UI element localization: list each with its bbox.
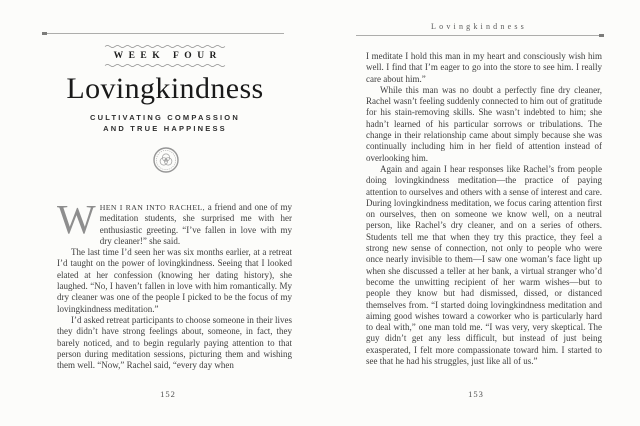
opening-phrase: HEN I RAN INTO RACHEL, (99, 203, 206, 212)
paragraph: While this man was no doubt a perfectly fine dry cleaner, Rachel wasn’t feeling suddenly connected to him out of gratitude for his stain-removing skills. She wasn’t indebted to him; she hadn’t learned of his particular sorrows or tribulations. The change in their relationship came about simply because she was continually including him in her field of attention instead of overlooking him. (366, 84, 602, 163)
page-number: 152 (160, 389, 176, 399)
chapter-subtitle-line2: AND TRUE HAPPINESS (103, 124, 227, 133)
right-page-text-column (366, 51, 602, 367)
paragraph: Again and again I hear responses like Rachel’s from people doing lovingkindness meditation—the practice of paying attention to ourselves and others with a sense of interest and care. During lovingkindness meditation, we focus caring attention first on ourselves, then on someone we know well, on a neutral person, like Rachel’s dry cleaner, and on a series of others. Students tell me that when they try this practice, they feel a strong new sense of connection, not only to people who were once nearly invisible to them—I saw one woman’s face light up when she discussed a teller at her bank, a virtual stranger who’d become the unwitting recipient of her warm wishes—but to people they know but had dismissed, dissed, or distanced themselves from. “I started doing lovingkindness meditation and aiming good wishes toward a coworker who is particularly hard to deal with,” one man told me. “I was very, very skeptical. The guy didn’t get any less difficult, but instead of just being exasperated, I felt more compassionate toward him. I started to see that he had his struggles, just like all of us.” (366, 163, 602, 367)
rule-end-tick (599, 34, 604, 37)
wavy-rule-icon (104, 63, 226, 68)
right-header-rule (356, 35, 602, 36)
paragraph-text: a friend and one of my meditation students, she surprised me with her enthusiastic greeting. “I’ve fallen in love with my dry cleaner!” she said. (99, 202, 292, 246)
chapter-kicker-label: WEEK FOUR (113, 51, 222, 61)
paragraph: The last time I’d seen her was six months earlier, at a retreat I’d taught on the power of lovingkindness. Seeing that I looked elated at her confession (knowing her dating history), she laughed. “No, I haven’t fallen in love with him romantically. My dry cleaner was one of the people I picked to be the focus of my lovingkindness meditation.” (57, 247, 292, 314)
left-page-text-column (57, 196, 292, 371)
running-head: Lovingkindness (431, 22, 527, 31)
mandala-seal-ornament-icon (152, 146, 180, 174)
wavy-rule-icon (104, 44, 226, 49)
chapter-subtitle (45, 112, 285, 134)
left-header-rule (44, 33, 284, 34)
chapter-subtitle-line1: CULTIVATING COMPASSION (90, 113, 240, 122)
drop-cap: W (57, 196, 96, 242)
paragraph (57, 196, 292, 247)
paragraph: I’d asked retreat participants to choose someone in their lives they didn’t have strong feelings about, someone, in fact, they barely noticed, and to begin regularly paying attention to that person during meditation sessions, picturing them and wishing them well. “Now,” Rachel said, “every day when (57, 314, 292, 371)
page-number: 153 (468, 389, 484, 399)
chapter-title: Lovingkindness (66, 72, 264, 105)
paragraph: I meditate I hold this man in my heart and consciously wish him well. I find that I’m eager to go into the store to see him. I really care about him.” (366, 51, 602, 84)
chapter-kicker-block (45, 44, 285, 68)
rule-end-tick (42, 32, 47, 35)
